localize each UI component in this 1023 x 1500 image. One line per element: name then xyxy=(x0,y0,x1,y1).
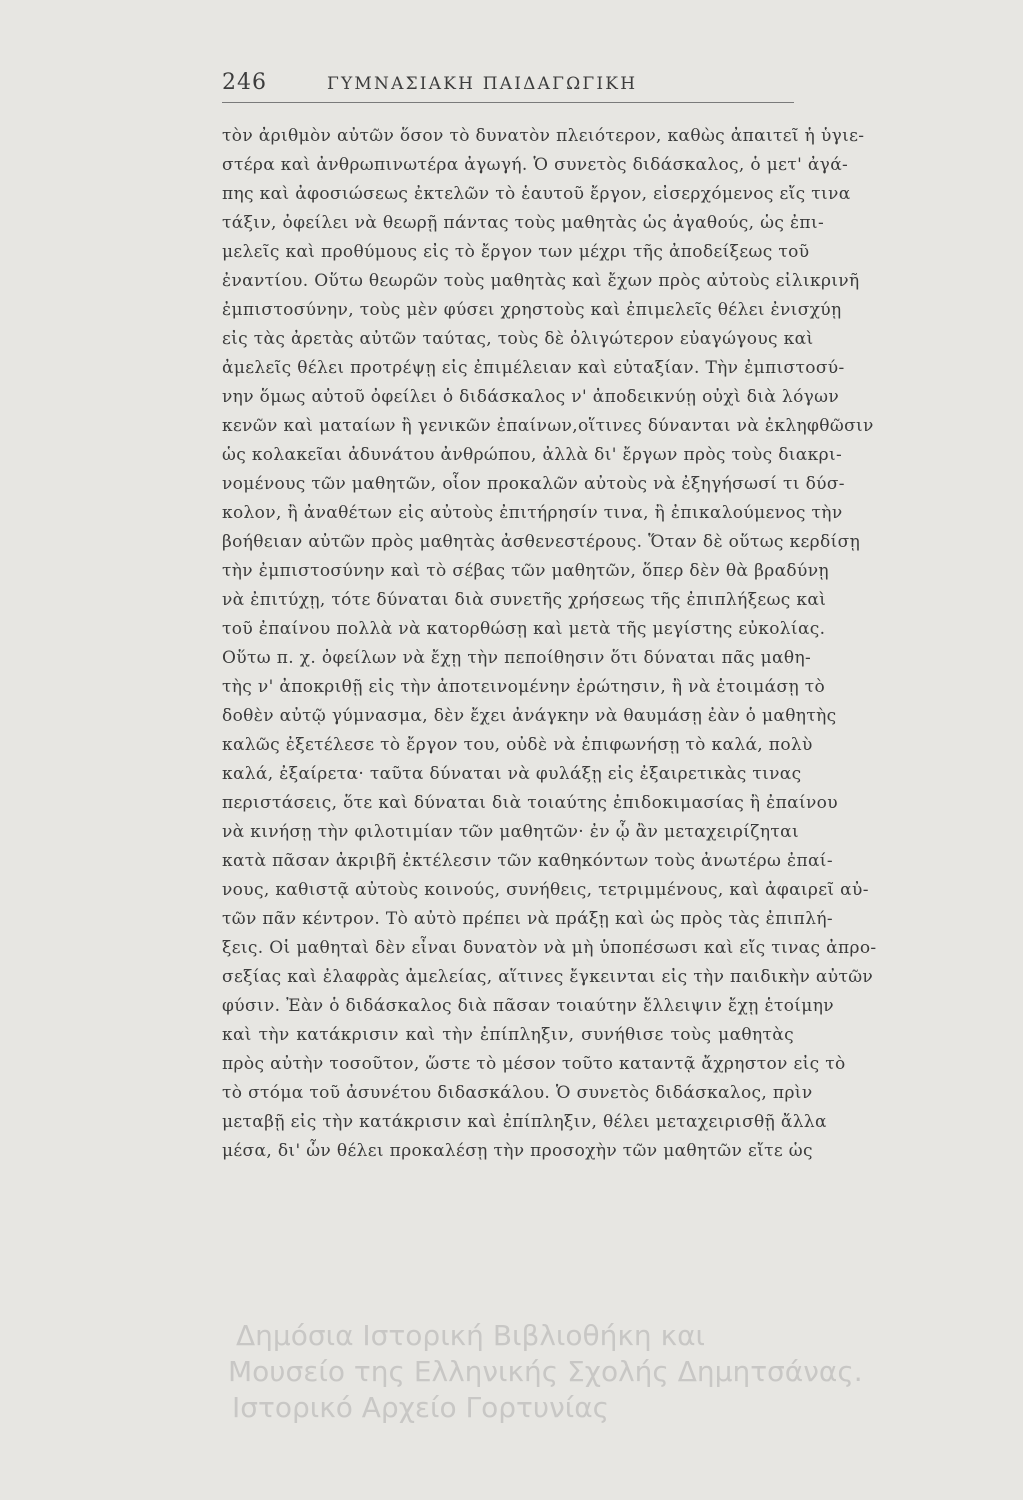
text-line: τοῦ ἐπαίνου πολλὰ νὰ κατορθώσῃ καὶ μετὰ τῆς μεγίστης εὐκολίας. xyxy=(222,619,826,639)
text-line: νομένους τῶν μαθητῶν, οἷον προκαλῶν αὐτοὺς νὰ ἐξηγήσωσί τι δύσ- xyxy=(222,474,845,494)
text-line: περιστάσεις, ὅτε καὶ δύναται διὰ τοιαύτης ἐπιδοκιμασίας ἢ ἐπαίνου xyxy=(222,793,838,813)
text-line: πρὸς αὐτὴν τοσοῦτον, ὥστε τὸ μέσον τοῦτο καταντᾷ ἄχρηστον εἰς τὸ xyxy=(222,1054,846,1074)
text-line: Οὕτω π. χ. ὀφείλων νὰ ἔχῃ τὴν πεποίθησιν ὅτι δύναται πᾶς μαθη- xyxy=(222,648,812,668)
text-line: καλά, ἐξαίρετα· ταῦτα δύναται νὰ φυλάξῃ εἰς ἐξαιρετικὰς τινας xyxy=(222,764,802,784)
text-line: κατὰ πᾶσαν ἀκριβῆ ἐκτέλεσιν τῶν καθηκόντων τοὺς ἀνωτέρω ἐπαί- xyxy=(222,851,833,871)
text-line: νην ὅμως αὐτοῦ ὀφείλει ὁ διδάσκαλος ν' ἀποδεικνύῃ οὐχὶ διὰ λόγων xyxy=(222,387,840,407)
text-line: κολον, ἢ ἀναθέτων εἰς αὐτοὺς ἐπιτήρησίν τινα, ἢ ἐπικαλούμενος τὴν xyxy=(222,503,843,523)
text-line: ἀμελεῖς θέλει προτρέψῃ εἰς ἐπιμέλειαν καὶ εὐταξίαν. Τὴν ἐμπιστοσύ- xyxy=(222,358,845,378)
text-line: τὴν ἐμπιστοσύνην καὶ τὸ σέβας τῶν μαθητῶν, ὅπερ δὲν θὰ βραδύνῃ xyxy=(222,561,829,581)
text-line: νους, καθιστᾷ αὐτοὺς κοινούς, συνήθεις, τετριμμένους, καὶ ἀφαιρεῖ αὐ- xyxy=(222,880,869,900)
watermark-line: Ιστορικό Αρχείο Γορτυνίας xyxy=(232,1391,610,1424)
text-line: μέσα, δι' ὧν θέλει προκαλέσῃ τὴν προσοχὴν τῶν μαθητῶν εἴτε ὡς xyxy=(222,1141,813,1161)
text-line: καὶ τὴν κατάκρισιν καὶ τὴν ἐπίπληξιν, συνήθισε τοὺς μαθητὰς xyxy=(222,1025,794,1045)
text-line: σεξίας καὶ ἐλαφρὰς ἀμελείας, αἵτινες ἔγκεινται εἰς τὴν παιδικὴν αὐτῶν xyxy=(222,967,874,987)
text-line: νὰ ἐπιτύχῃ, τότε δύναται διὰ συνετῆς χρήσεως τῆς ἐπιπλήξεως καὶ xyxy=(222,590,827,610)
text-line: στέρα καὶ ἀνθρωπινωτέρα ἀγωγή. Ὁ συνετὸς διδάσκαλος, ὁ μετ' ἀγά- xyxy=(222,155,849,175)
page-number: 246 xyxy=(222,70,267,95)
text-line: τῶν πᾶν κέντρον. Τὸ αὐτὸ πρέπει νὰ πράξῃ καὶ ὡς πρὸς τὰς ἐπιπλή- xyxy=(222,909,833,929)
header-rule xyxy=(222,102,794,103)
text-line: εἰς τὰς ἀρετὰς αὐτῶν ταύτας, τοὺς δὲ ὀλιγώτερον εὐαγώγους καὶ xyxy=(222,329,814,349)
text-line: μελεῖς καὶ προθύμους εἰς τὸ ἔργον των μέχρι τῆς ἀποδείξεως τοῦ xyxy=(222,242,810,262)
text-line: μεταβῇ εἰς τὴν κατάκρισιν καὶ ἐπίπληξιν, θέλει μεταχειρισθῇ ἄλλα xyxy=(222,1112,827,1132)
watermark-line: Δημόσια Ιστορική Βιβλιοθήκη και xyxy=(236,1319,705,1352)
text-line: τὴς ν' ἀποκριθῇ εἰς τὴν ἀποτεινομένην ἐρώτησιν, ἢ νὰ ἑτοιμάσῃ τὸ xyxy=(222,677,826,697)
watermark-line: Μουσείο της Ελληνικής Σχολής Δημητσάνας. xyxy=(228,1355,863,1388)
text-line: ἐναντίου. Οὕτω θεωρῶν τοὺς μαθητὰς καὶ ἔχων πρὸς αὐτοὺς εἰλικρινῆ xyxy=(222,271,860,291)
text-line: ὡς κολακεῖαι ἀδυνάτου ἀνθρώπου, ἀλλὰ δι' ἔργων πρὸς τοὺς διακρι- xyxy=(222,445,843,465)
text-line: κενῶν καὶ ματαίων ἢ γενικῶν ἐπαίνων,οἵτινες δύνανται νὰ ἐκληφθῶσιν xyxy=(222,416,874,436)
text-line: τάξιν, ὀφείλει νὰ θεωρῇ πάντας τοὺς μαθητὰς ὡς ἀγαθούς, ὡς ἐπι- xyxy=(222,213,825,233)
text-line: βοήθειαν αὐτῶν πρὸς μαθητὰς ἀσθενεστέρους. Ὅταν δὲ οὕτως κερδίσῃ xyxy=(222,532,861,552)
text-line: νὰ κινήσῃ τὴν φιλοτιμίαν τῶν μαθητῶν· ἐν ᾧ ἂν μεταχειρίζηται xyxy=(222,822,799,842)
library-watermark xyxy=(228,1318,863,1426)
text-line: ἐμπιστοσύνην, τοὺς μὲν φύσει χρηστοὺς καὶ ἐπιμελεῖς θέλει ἐνισχύῃ xyxy=(222,300,842,320)
text-line: δοθὲν αὐτῷ γύμνασμα, δὲν ἔχει ἀνάγκην νὰ θαυμάσῃ ἐὰν ὁ μαθητὴς xyxy=(222,706,837,726)
text-line: καλῶς ἐξετέλεσε τὸ ἔργον του, οὐδὲ νὰ ἐπιφωνήσῃ τὸ καλά, πολὺ xyxy=(222,735,813,755)
text-line: τὸ στόμα τοῦ ἀσυνέτου διδασκάλου. Ὁ συνετὸς διδάσκαλος, πρὶν xyxy=(222,1083,813,1103)
text-line: τὸν ἀριθμὸν αὐτῶν ὅσον τὸ δυνατὸν πλειότερον, καθὼς ἀπαιτεῖ ἡ ὑγιε- xyxy=(222,126,865,146)
body-text xyxy=(222,122,877,1166)
text-line: πης καὶ ἀφοσιώσεως ἐκτελῶν τὸ ἑαυτοῦ ἔργον, εἰσερχόμενος εἴς τινα xyxy=(222,184,851,204)
running-title: ΓΥΜΝΑΣΙΑΚΗ ΠΑΙΔΑΓΩΓΙΚΗ xyxy=(327,74,638,94)
page-header xyxy=(222,66,794,102)
text-line: φύσιν. Ἐὰν ὁ διδάσκαλος διὰ πᾶσαν τοιαύτην ἔλλειψιν ἔχῃ ἑτοίμην xyxy=(222,996,834,1016)
text-line: ξεις. Οἱ μαθηταὶ δὲν εἶναι δυνατὸν νὰ μὴ ὑποπέσωσι καὶ εἴς τινας ἀπρο- xyxy=(222,938,877,958)
